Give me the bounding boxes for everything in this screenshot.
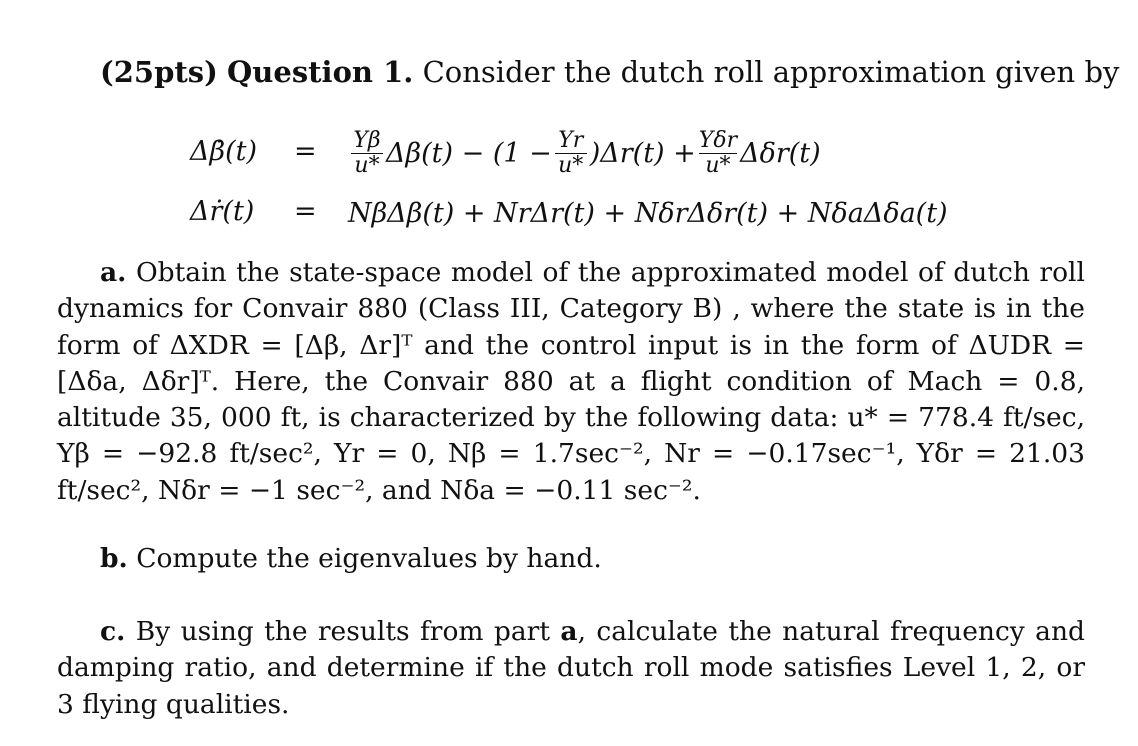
part-c-paragraph xyxy=(57,614,1085,723)
fraction-denominator: u* xyxy=(558,152,584,178)
part-a-paragraph xyxy=(57,255,1085,509)
equation-rhs: NβΔβ(t) + NrΔr(t) + NδrΔδr(t) + NδaΔδa(t) xyxy=(348,197,948,229)
equation-term: Δδr(t) xyxy=(740,137,821,169)
part-a-label: a. xyxy=(100,257,127,288)
equals-sign: = xyxy=(294,196,317,227)
part-b-label: b. xyxy=(100,543,128,574)
question-heading xyxy=(100,52,1119,92)
part-a-text: Obtain the state-space model of the approximated model of dutch roll dynamics for Convair 880 (Class III, Category B) , where the state is in the form of ΔXDR = [Δβ, Δr]ᵀ and the control input is in the form of ΔUDR = [Δδa, Δδr]ᵀ. Here, the Convair 880 at a flight condition of Mach = 0.8, altitude 35, 000 ft, is characterized by the following data: u* = 778.4 ft/sec, Yβ = −92.8 ft/sec², Yr = 0, Nβ = 1.7sec⁻², Nr = −0.17sec⁻¹, Yδr = 21.03 ft/sec², Nδr = −1 sec⁻², and Nδa = −0.11 sec⁻². xyxy=(57,257,1085,506)
question-title: Question 1. xyxy=(227,55,414,89)
fraction-numerator: Yr xyxy=(558,127,584,153)
fraction-numerator: Yβ xyxy=(353,127,381,153)
fraction xyxy=(351,129,383,178)
equation-rhs xyxy=(348,128,821,178)
fraction xyxy=(555,129,587,178)
question-intro: Consider the dutch roll approximation given by xyxy=(422,55,1120,89)
part-b-text: Compute the eigenvalues by hand. xyxy=(136,543,602,574)
equation-lhs: Δβ̇(t) xyxy=(190,136,258,167)
question-points: (25pts) xyxy=(100,55,218,89)
part-c-label: c. xyxy=(100,616,126,647)
part-c-text-after: , calculate the natural frequency and damping ratio, and determine if the dutch roll mode satisfies Level 1, 2, or 3 flying qualities. xyxy=(57,616,1085,720)
equals-sign: = xyxy=(294,136,317,167)
fraction xyxy=(699,129,737,178)
fraction-numerator: Yδr xyxy=(698,127,738,153)
equation-term: )Δr(t) + xyxy=(589,137,696,169)
fraction-denominator: u* xyxy=(705,152,731,178)
equation-row-beta xyxy=(0,128,1138,178)
equation-lhs: Δṙ(t) xyxy=(190,196,255,227)
fraction-denominator: u* xyxy=(354,152,380,178)
part-b-paragraph xyxy=(100,541,1128,577)
equation-row-r xyxy=(0,188,1138,238)
part-c-reference: a xyxy=(560,616,578,647)
equation-term: Δβ(t) − (1 − xyxy=(386,137,552,169)
part-c-text-before: By using the results from part xyxy=(135,616,551,647)
